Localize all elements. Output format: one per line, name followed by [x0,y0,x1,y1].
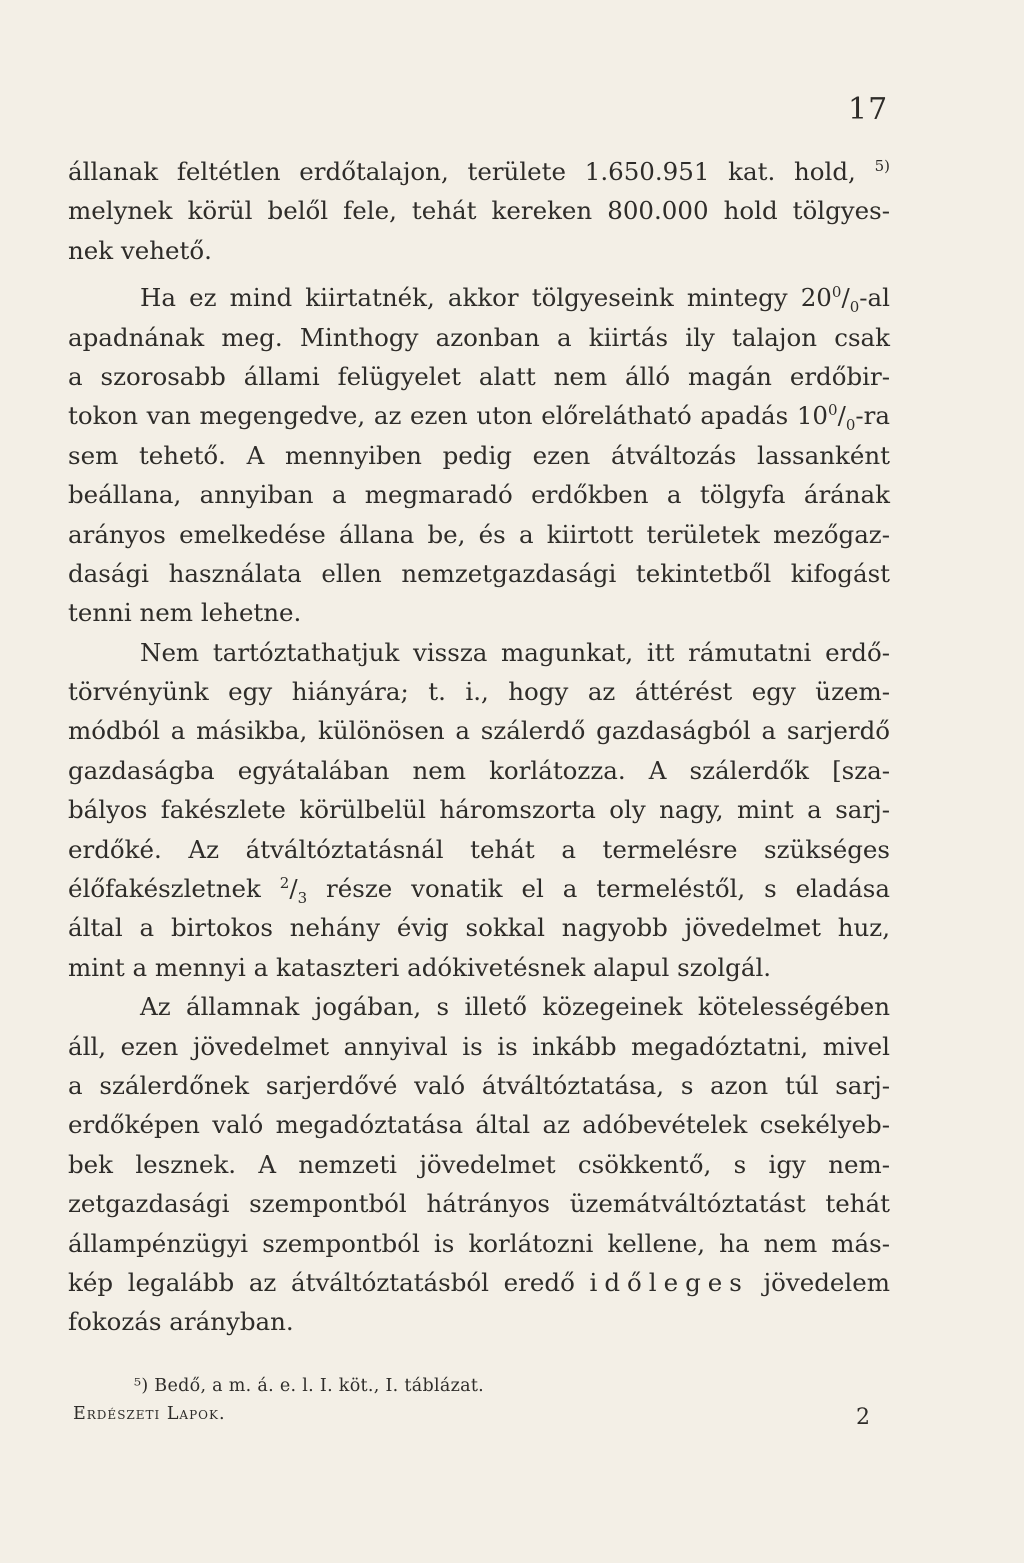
footnote: ⁵) Bedő, a m. á. e. l. I. köt., I. táblázat. [134,1376,485,1396]
text-line: apadnának meg. Minthogy azonban a kiirtás ily talajon csak [68,322,890,352]
text-line: tenni nem lehetne. [68,598,302,628]
text-line: állampénzügyi szempontból is korlátozni kellene, ha nem más- [68,1228,890,1258]
text-line: sem tehető. A mennyiben pedig ezen átváltozás lassanként [68,440,890,470]
text-line: törvényünk egy hiányára; t. i., hogy az áttérést egy üzem- [68,677,890,707]
body-text [68,152,890,1342]
text-line: fokozás arányban. [68,1307,294,1337]
page-number: 17 [848,92,889,127]
text-line: módból a másikba, különösen a szálerdő gazdaságból a sarjerdő [68,716,890,746]
text-line: Az államnak jogában, s illető közegeinek kötelességében [140,992,890,1022]
text-line: állanak feltétlen erdőtalajon, területe 1.650.951 kat. hold, $^{5)}$ [68,156,890,186]
text-line: áll, ezen jövedelmet annyival is is inkább megadóztatni, mivel [68,1031,890,1061]
text-line: a szorosabb állami felügyelet alatt nem álló magán erdőbir- [68,361,890,391]
text-line: gazdaságba egyátalában nem korlátozza. A szálerdők [sza- [68,755,890,785]
text-line: által a birtokos nehány évig sokkal nagyobb jövedelmet huz, [68,913,890,943]
text-line: nek vehető. [68,235,212,265]
text-line: dasági használata ellen nemzetgazdasági tekintetből kifogást [68,558,890,588]
text-line: élőfakészletnek $^2/_3$ része vonatik el a termeléstől, s eladása [68,873,890,907]
text-line: melynek körül belől fele, tehát kereken 800.000 hold tölgyes- [68,196,890,226]
text-line: bályos fakészlete körülbelül háromszorta oly nagy, mint a sarj- [68,795,890,825]
text-line: zetgazdasági szempontból hátrányos üzemátváltóztatást tehát [68,1189,890,1219]
text-line: arányos emelkedése állana be, és a kiirtott területek mezőgaz- [68,519,890,549]
text-line: mint a mennyi a kataszteri adókivetésnek alapul szolgál. [68,952,772,982]
text-line: a szálerdőnek sarjerdővé való átváltóztatása, s azon túl sarj- [68,1070,890,1100]
footnote-reference: 5) [874,156,890,175]
sheet-mark: 2 [856,1405,870,1430]
text-line: erdőképen való megadóztatása által az adóbevételek csekélyeb- [68,1110,890,1140]
text-line: beállana, annyiban a megmaradó erdőkben a tölgyfa árának [68,480,890,510]
text-line: erdőké. Az átváltóztatásnál tehát a termelésre szükséges [68,834,890,864]
text-line: kép legalább az átváltóztatásból eredő időleges jövedelem [68,1267,890,1297]
spaced-emphasis: időleges [589,1267,749,1297]
text-line: bek lesznek. A nemzeti jövedelmet csökkentő, s igy nem- [68,1149,890,1179]
text-line: Ha ez mind kiirtatnék, akkor tölgyeseink mintegy $20^0/_0-al$ [140,283,890,317]
journal-name: Erdészeti Lapok. [73,1404,226,1424]
text-line: Nem tartóztathatjuk vissza magunkat, itt rámutatni erdő- [140,637,890,667]
text-line: tokon van megengedve, az ezen uton előrelátható apadás $10^0/_0-ra$ [68,401,890,435]
